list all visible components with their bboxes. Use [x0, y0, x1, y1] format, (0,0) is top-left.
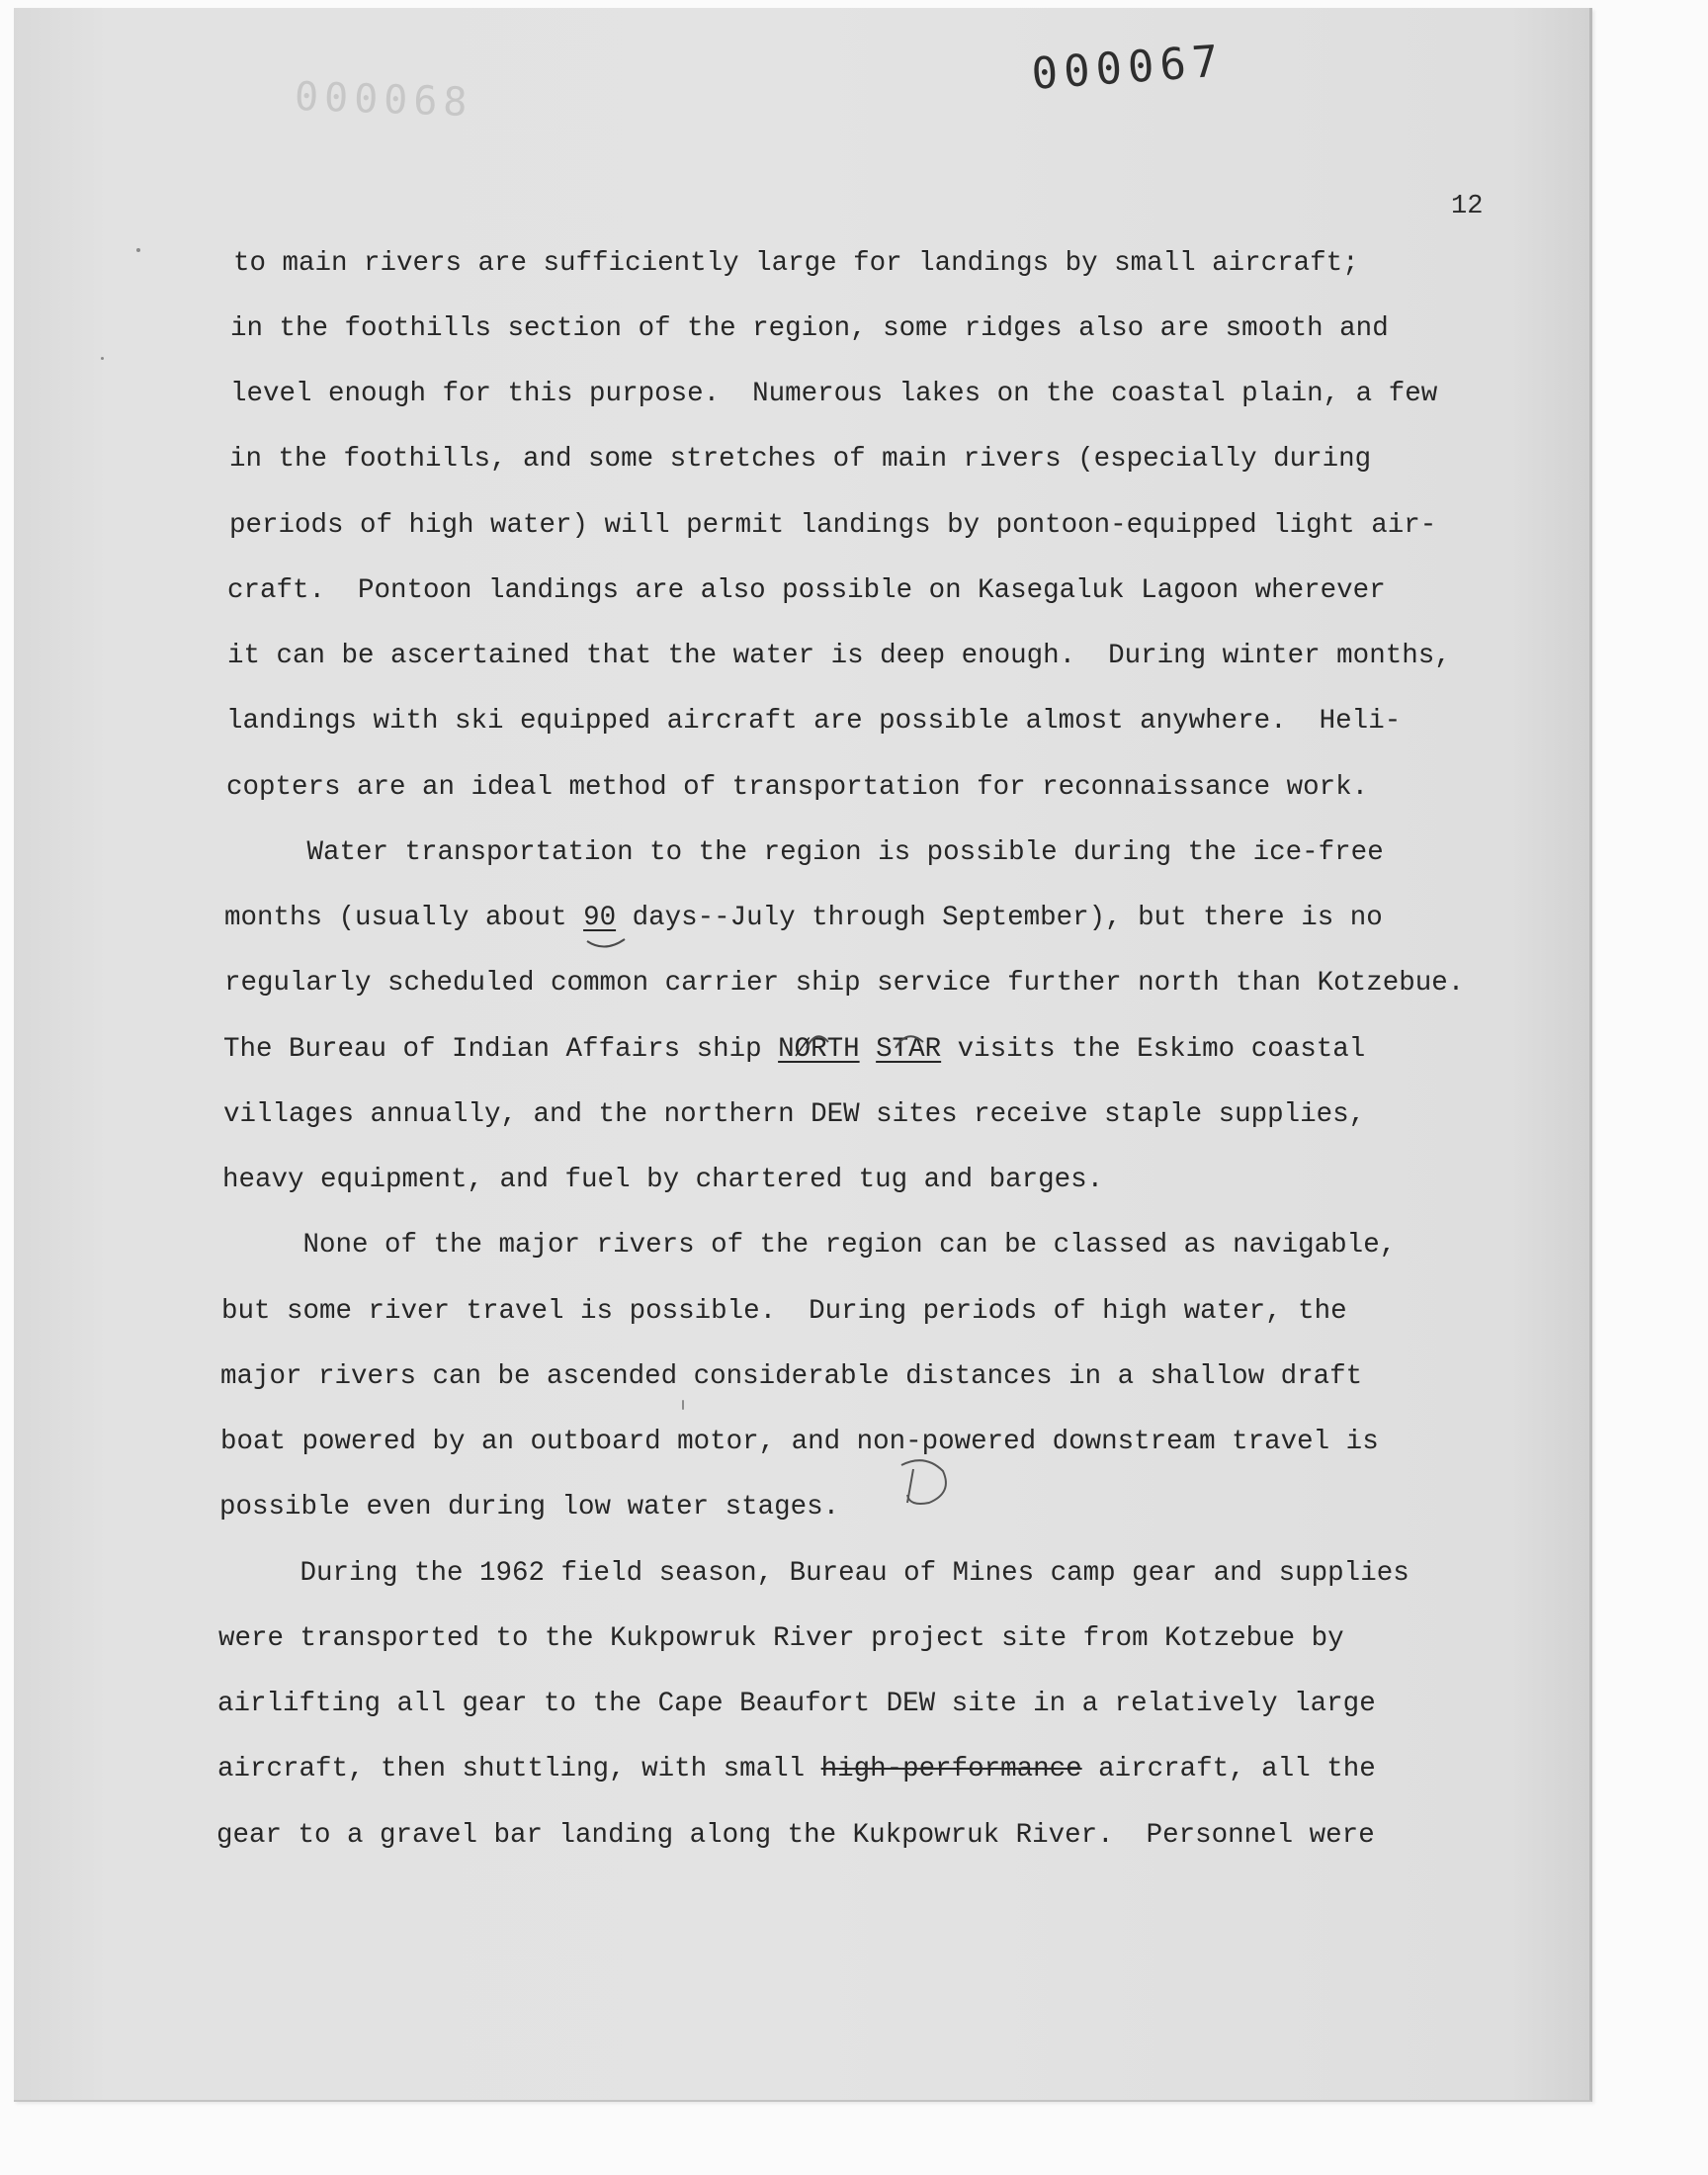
- text-line: [224, 905, 1383, 932]
- text-line: boat powered by an outboard motor, and non-powered downstream travel is: [220, 1427, 1379, 1457]
- text-run: aircraft, then shuttling, with small: [217, 1754, 821, 1784]
- text-line: Water transportation to the region is possible during the ice-free: [225, 837, 1384, 868]
- text-line: in the foothills section of the region, some ridges also are smooth and: [230, 313, 1389, 344]
- text-line: [223, 1036, 1365, 1064]
- text-line: possible even during low water stages.: [219, 1492, 840, 1522]
- text-line: heavy equipment, and fuel by chartered tug and barges.: [222, 1165, 1104, 1195]
- text-line: villages annually, and the northern DEW sites receive staple supplies,: [223, 1099, 1366, 1130]
- text-line: it can be ascertained that the water is deep enough. During winter months,: [227, 641, 1451, 671]
- underlined-number: 90: [583, 903, 617, 933]
- text-line: craft. Pontoon landings are also possible on Kasegaluk Lagoon wherever: [227, 575, 1386, 606]
- text-line: landings with ski equipped aircraft are possible almost anywhere. Heli-: [226, 706, 1402, 737]
- text-line: in the foothills, and some stretches of main rivers (especially during: [229, 444, 1372, 475]
- text-line: were transported to the Kukpowruk River project site from Kotzebue by: [218, 1623, 1344, 1654]
- paper-speck: [136, 248, 140, 252]
- text-line: regularly scheduled common carrier ship service further north than Kotzebue.: [224, 968, 1465, 999]
- struck-out-text: high-performance: [820, 1754, 1082, 1784]
- text-run: The Bureau of Indian Affairs ship: [223, 1034, 779, 1065]
- ghost-stamp-number: 000068: [294, 73, 474, 127]
- text-line: During the 1962 field season, Bureau of Mines camp gear and supplies: [218, 1558, 1409, 1589]
- text-line: major rivers can be ascended considerable distances in a shallow draft: [220, 1361, 1363, 1392]
- ship-name-word: STAR: [876, 1034, 942, 1065]
- paper-speck: [101, 357, 104, 360]
- text-line: None of the major rivers of the region can be classed as navigable,: [221, 1230, 1397, 1261]
- text-line: airlifting all gear to the Cape Beaufort DEW site in a relatively large: [217, 1689, 1376, 1719]
- ship-name-word: NØRTH: [778, 1034, 860, 1065]
- text-run: months (usually about: [224, 903, 584, 933]
- page-number: 12: [1451, 192, 1484, 221]
- text-line: level enough for this purpose. Numerous lakes on the coastal plain, a few: [230, 379, 1438, 409]
- text-run: days--July through September), but there is no: [616, 903, 1383, 933]
- paper-speck: [682, 1400, 684, 1410]
- document-page: [14, 8, 1592, 2102]
- text-run: visits the Eskimo coastal: [941, 1034, 1366, 1065]
- text-run: [860, 1034, 877, 1065]
- text-line: to main rivers are sufficiently large for landings by small aircraft;: [233, 248, 1359, 279]
- text-run: aircraft, all the: [1081, 1754, 1376, 1784]
- text-line: [217, 1756, 1376, 1784]
- text-line: gear to a gravel bar landing along the Kukpowruk River. Personnel were: [216, 1820, 1375, 1851]
- text-line: copters are an ideal method of transportation for reconnaissance work.: [226, 772, 1369, 803]
- stamp-number: 000067: [1030, 36, 1227, 100]
- text-line: periods of high water) will permit landings by pontoon-equipped light air-: [229, 510, 1437, 541]
- text-line: but some river travel is possible. During periods of high water, the: [221, 1296, 1347, 1327]
